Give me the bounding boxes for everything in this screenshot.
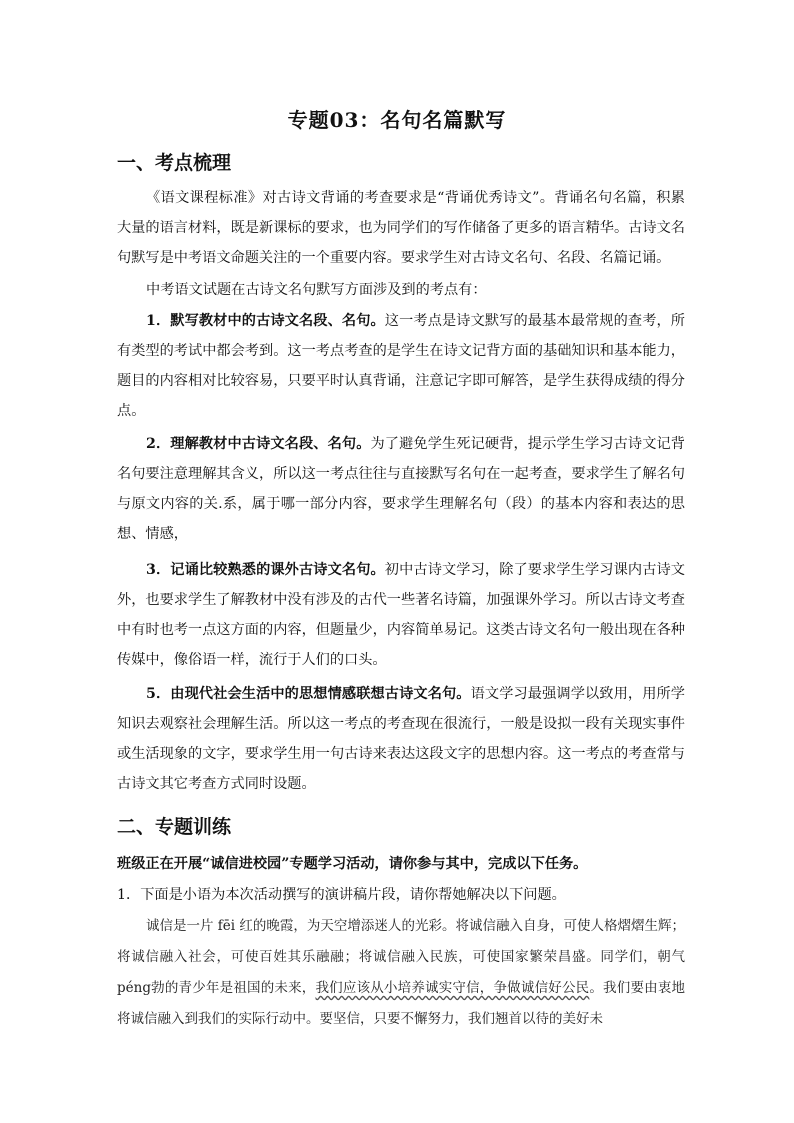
page-title: 专题03：名句名篇默写 bbox=[287, 108, 507, 132]
point-item bbox=[117, 306, 685, 426]
point-heading: 1．默写教材中的古诗文名段、名句。 bbox=[146, 313, 385, 329]
point-body: 为了避免学生死记硬背，提示学生学习古诗文记背名句要注意理解其含义，所以这一考点往往与直接默写名句在一起考查，要求学生了解名句与原文内容的关.系，属于哪一部分内容，要求学生理解名句（段）的基本内容和表达的思想、情感， bbox=[117, 436, 685, 542]
point-body: 语文学习最强调学以致用，用所学知识去观察社会理解生活。所以这一考点的考查现在很流行，一般是设拟一段有关现实事件或生活现象的文字，要求学生用一句古诗来表达这段文字的思想内容。这一考点的考查常与古诗文其它考查方式同时设题。 bbox=[117, 686, 685, 792]
point-item bbox=[117, 429, 685, 549]
question-text: 1．下面是小语为本次活动撰写的演讲稿片段，请你帮她解决以下问题。 bbox=[117, 887, 566, 903]
point-item bbox=[117, 555, 685, 675]
point-body: 这一考点是诗文默写的最基本最常规的查考，所有类型的考试中都会考到。这一考点考查的是学生在诗文记背方面的基础知识和基本能力，题目的内容相对比较容易，只要平时认真背诵，注意记字即可解答，是学生获得成绩的得分点。 bbox=[117, 313, 685, 419]
point-heading: 5．由现代社会生活中的思想情感联想古诗文名句。 bbox=[146, 686, 471, 702]
point-heading: 2．理解教材中古诗文名段、名句。 bbox=[146, 436, 371, 452]
lead-paragraph: 中考语文试题在古诗文名句默写方面涉及到的考点有： bbox=[146, 282, 487, 298]
passage-text: 诚信是一片 fēi 红的晚霞，为天空增添迷人的光彩。将诚信融入自身，可使人格熠熠生辉；将诚信融入社会，可使百姓其乐融融；将诚信融入民族，可使国家繁荣昌盛。同学们，朝气péng勃的青少年是祖国的未来， bbox=[117, 918, 685, 996]
passage-text: 。我们要由衷地将诚信融入到我们的实际行动中。要坚信，只要不懈努力，我们翘首以待的美好未 bbox=[117, 980, 686, 1027]
point-body: 初中古诗文学习，除了要求学生学习课内古诗文外，也要求学生了解教材中没有涉及的古代一些著名诗篇，加强课外学习。所以古诗文考查中有时也考一点这方面的内容，但题量少，内容简单易记。这类古诗文名句一般出现在各种传媒中，像俗语一样，流行于人们的口头。 bbox=[117, 562, 685, 668]
speech-passage bbox=[117, 911, 685, 1035]
section-heading-1: 一、考点梳理 bbox=[117, 152, 232, 174]
point-heading: 3．记诵比较熟悉的课外古诗文名句。 bbox=[146, 562, 385, 578]
task-instruction: 班级正在开展“诚信进校园”专题学习活动，请你参与其中，完成以下任务。 bbox=[117, 856, 588, 872]
underlined-sentence: 我们应该从小培养诚实守信，争做诚信好公民 bbox=[315, 980, 590, 996]
section-heading-2: 二、专题训练 bbox=[117, 816, 232, 838]
point-item bbox=[117, 679, 685, 799]
intro-paragraph: 《语文课程标准》对古诗文背诵的考查要求是“背诵优秀诗文”。背诵名句名篇，积累大量的语言材料，既是新课标的要求，也为同学们的写作储备了更多的语言精华。古诗文名句默写是中考语文命题关注的一个重要内容。要求学生对古诗文名句、名段、名篇记诵。 bbox=[117, 190, 685, 266]
